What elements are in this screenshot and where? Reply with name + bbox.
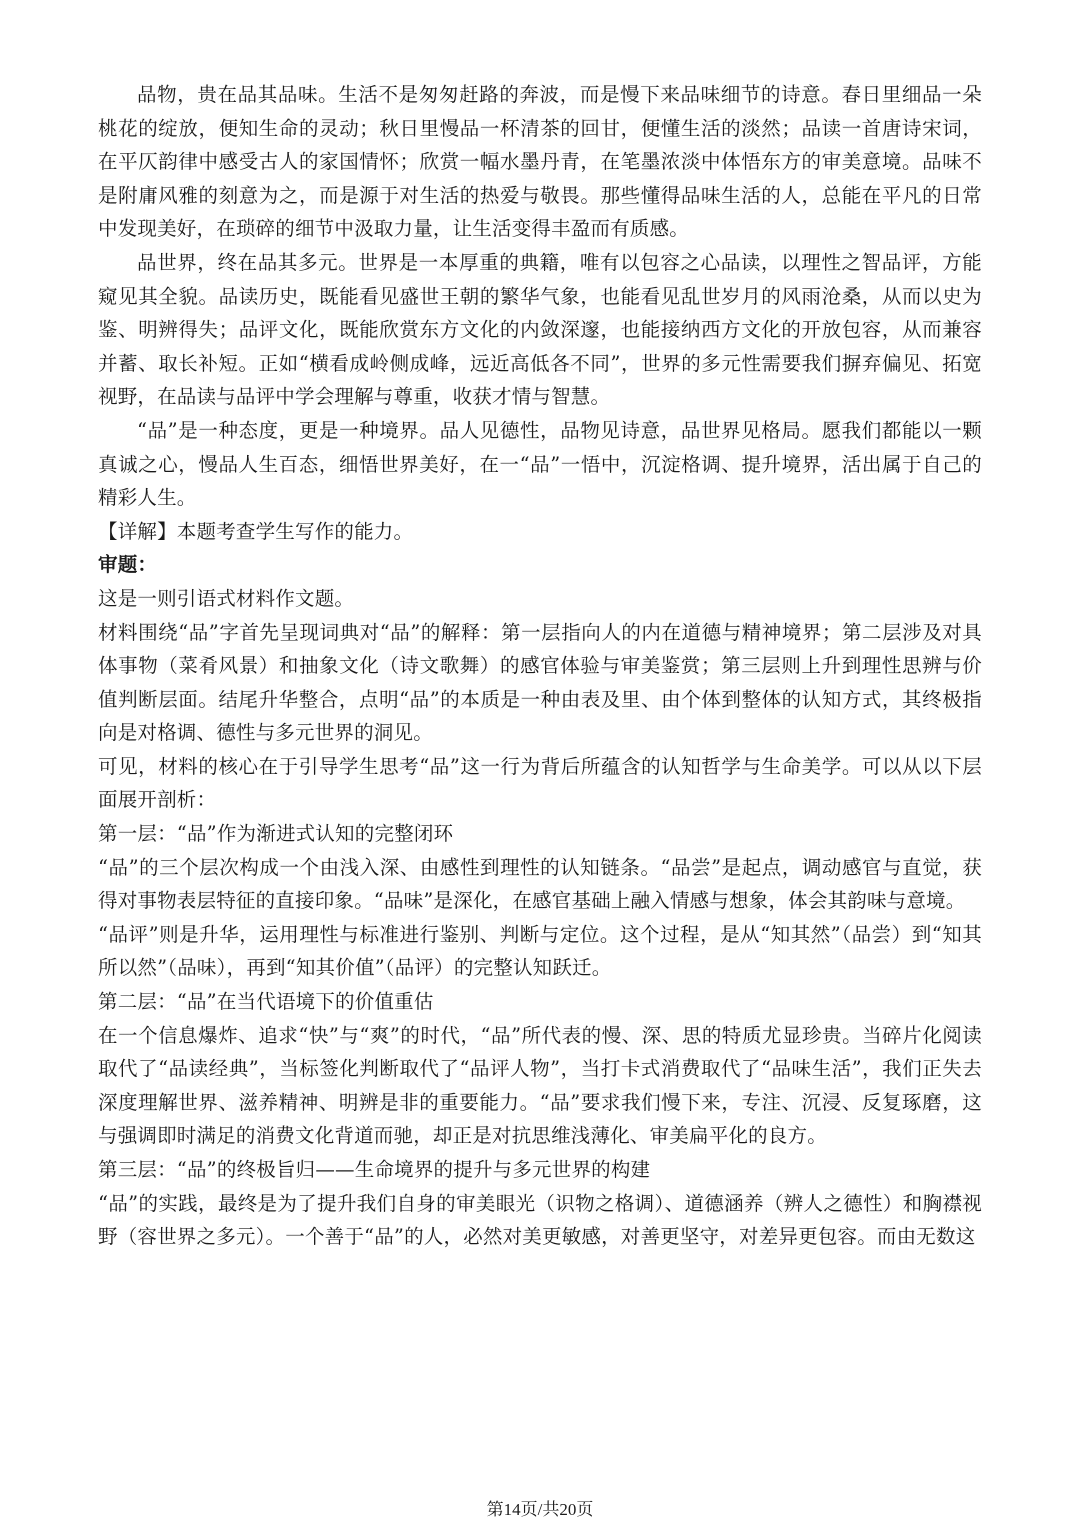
layer2-title: 第二层：“品”在当代语境下的价值重估: [98, 990, 434, 1014]
detail-line: 【详解】本题考查学生写作的能力。: [98, 519, 414, 543]
layer1-text-b: “品评”则是升华，运用理性与标准进行鉴别、判断与定位。这个过程，是从“知其然”（品尝）到“知其所以然”（品味），再到“知其价值”（品评）的完整认知跃迁。: [98, 922, 982, 980]
analysis-intro: 这是一则引语式材料作文题。: [98, 586, 355, 610]
essay-paragraph-pinshijie: 品世界，终在品其多元。世界是一本厚重的典籍，唯有以包容之心品读，以理性之智品评，方能窥见其全貌。品读历史，既能看见盛世王朝的繁华气象，也能看见乱世岁月的风雨沧桑，从而以史为鉴、明辨得失；品评文化，既能欣赏东方文化的内敛深邃，也能接纳西方文化的开放包容，从而兼容并蓄、取长补短。正如“横看成岭侧成峰，远近高低各不同”，世界的多元性需要我们摒弃偏见、拓宽视野，在品读与品评中学会理解与尊重，收获才情与智慧。: [98, 250, 982, 409]
analysis-core: 可见，材料的核心在于引导学生思考“品”这一行为背后所蕴含的认知哲学与生命美学。可以从以下层面展开剖析：: [98, 754, 982, 812]
layer2-text: 在一个信息爆炸、追求“快”与“爽”的时代，“品”所代表的慢、深、思的特质尤显珍贵。当碎片化阅读取代了“品读经典”，当标签化判断取代了“品评人物”，当打卡式消费取代了“品味生活”，我们正失去深度理解世界、滋养精神、明辨是非的重要能力。“品”要求我们慢下来，专注、沉浸、反复琢磨，这与强调即时满足的消费文化背道而驰，却正是对抗思维浅薄化、审美扁平化的良方。: [98, 1023, 982, 1148]
layer3-text: “品”的实践，最终是为了提升我们自身的审美眼光（识物之格调）、道德涵养（辨人之德性）和胸襟视野（容世界之多元）。一个善于“品”的人，必然对美更敏感，对善更坚守，对差异更包容。而由无数这: [98, 1191, 982, 1249]
review-heading: 审题：: [98, 553, 158, 577]
analysis-material: 材料围绕“品”字首先呈现词典对“品”的解释：第一层指向人的内在道德与精神境界；第二层涉及对具体事物（菜肴风景）和抽象文化（诗文歌舞）的感官体验与审美鉴赏；第三层则上升到理性思辨与价值判断层面。结尾升华整合，点明“品”的本质是一种由表及里、由个体到整体的认知方式，其终极指向是对格调、德性与多元世界的洞见。: [98, 620, 982, 745]
layer1-text-a: “品”的三个层次构成一个由浅入深、由感性到理性的认知链条。“品尝”是起点，调动感官与直觉，获得对事物表层特征的直接印象。“品味”是深化，在感官基础上融入情感与想象，体会其韵味与意境。: [98, 855, 982, 913]
essay-paragraph-conclusion: “品”是一种态度，更是一种境界。品人见德性，品物见诗意，品世界见格局。愿我们都能以一颗真诚之心，慢品人生百态，细悟世界美好，在一“品”一悟中，沉淀格调、提升境界，活出属于自己的精彩人生。: [98, 418, 982, 510]
layer3-title: 第三层：“品”的终极旨归——生命境界的提升与多元世界的构建: [98, 1158, 651, 1181]
document-body: [98, 78, 982, 1254]
page-number: 第14页/共20页: [486, 1500, 594, 1519]
layer1-title: 第一层：“品”作为渐进式认知的完整闭环: [98, 822, 454, 846]
essay-paragraph-pinwu: 品物，贵在品其品味。生活不是匆匆赶路的奔波，而是慢下来品味细节的诗意。春日里细品一朵桃花的绽放，便知生命的灵动；秋日里慢品一杯清茶的回甘，便懂生活的淡然；品读一首唐诗宋词，在平仄韵律中感受古人的家国情怀；欣赏一幅水墨丹青，在笔墨浓淡中体悟东方的审美意境。品味不是附庸风雅的刻意为之，而是源于对生活的热爱与敬畏。那些懂得品味生活的人，总能在平凡的日常中发现美好，在琐碎的细节中汲取力量，让生活变得丰盈而有质感。: [98, 83, 982, 241]
